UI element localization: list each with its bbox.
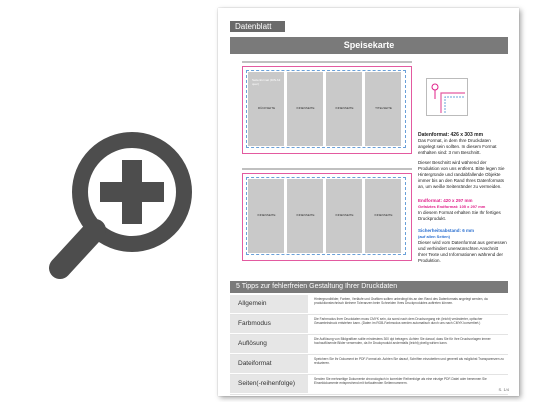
zoom-in-icon[interactable] bbox=[40, 120, 210, 290]
tip-row: Allgemein Hintergrundbilder, Farben, Verläufe und Grafiken sollten unbedingt bis an den Rand des Datenformats angelegt werden, da produktionstechnisch kleinere Toleranzen beim Schneiden Ihres Druckproduktes auftreten können. bbox=[230, 295, 508, 315]
ruler-middle bbox=[242, 168, 412, 170]
ruler-top bbox=[242, 61, 412, 63]
panel-1: RÜCKSEITE bbox=[248, 72, 285, 146]
tip-row: Farbmodus Die Farbmodus Ihrer Druckdaten muss CMYK sein, da sonst nach dem Druckvorgang ein (leicht) veränderter, optischer Gesamteindruck entstehen kann. (Daten im RGB-Farbmodus werden automatisch durch uns nach CMYK konvertiert.) bbox=[230, 315, 508, 335]
tips-title: 5 Tipps zur fehlerfreien Gestaltung Ihrer Druckdaten bbox=[230, 281, 508, 293]
tip-row: Auflösung Die Auflösung von Bildgrafiken sollte mindestens 300 dpi betragen. Achten Sie darauf, dass Sie für Ihre Druckvorlagen immer hochauflösende Bilder verwenden, da Ihr Druckprodukt andernfalls (leicht) pixelig wirken kann. bbox=[230, 335, 508, 355]
panel-4: INNENSEITE bbox=[365, 179, 402, 253]
page-title: Speisekarte bbox=[230, 37, 508, 54]
sheet-note: Seitenformat (DIN A3 quer) bbox=[252, 78, 281, 86]
datasheet-tab: Datenblatt bbox=[230, 21, 285, 32]
sheet-front bbox=[242, 66, 412, 154]
tip-row: Dateiformat Speichern Sie Ihr Dokument im PDF-Format ab. Achten Sie darauf, Schriften einzubetten und generell als möglichst Transparenzen zu reduzieren. bbox=[230, 355, 508, 375]
datasheet-preview bbox=[218, 8, 519, 396]
panel-2: INNENSEITE bbox=[287, 72, 324, 146]
panel-4: TITELSEITE bbox=[365, 72, 402, 146]
panel-3: INNENSEITE bbox=[326, 179, 363, 253]
dataformat-info: Datenformat: 426 x 303 mm Das Format, in dem Ihre Druckdaten angelegt sein sollten. In diesem Format enthalten sind: 3 mm Beschnitt. bbox=[418, 132, 497, 155]
page-number: S. 1/4 bbox=[498, 387, 509, 392]
safety-info: Sicherheitsabstand: 6 mm (auf allen Seiten) Dieser wird vom Datenformat aus gemessen und verhindert unerwünschten Anschnitt Ihrer Texte und Informationen während der Produktion. bbox=[418, 228, 507, 263]
corner-detail bbox=[426, 78, 468, 116]
panel-1: INNENSEITE bbox=[248, 179, 285, 253]
tip-row: Seiten(-reihenfolge) Senden Sie mehrseitige Dokumente chronologisch in korrekter Reihenfolge als eine einzige PDF-Datei oder benennen Sie Einzeldokumente entsprechend mit fortlaufenden Seitennummern. bbox=[230, 375, 508, 395]
panel-3: INNENSEITE bbox=[326, 72, 363, 146]
cut-info: Dieser Beschnitt wird während der Produktion von uns entfernt. Bitte legen Sie Hintergründe und randabfallende Objekte immer bis an den Rand Ihres Datenformats an, um weiße Seitenränder zu vermeiden. bbox=[418, 160, 505, 189]
sheet-back bbox=[242, 173, 412, 261]
panel-2: INNENSEITE bbox=[287, 179, 324, 253]
endformat-info: Endformat: 420 x 297 mm Gefalztes Endformat: 105 x 297 mm In diesem Format erhalten Sie Ihr fertiges Druckprodukt. bbox=[418, 198, 501, 221]
